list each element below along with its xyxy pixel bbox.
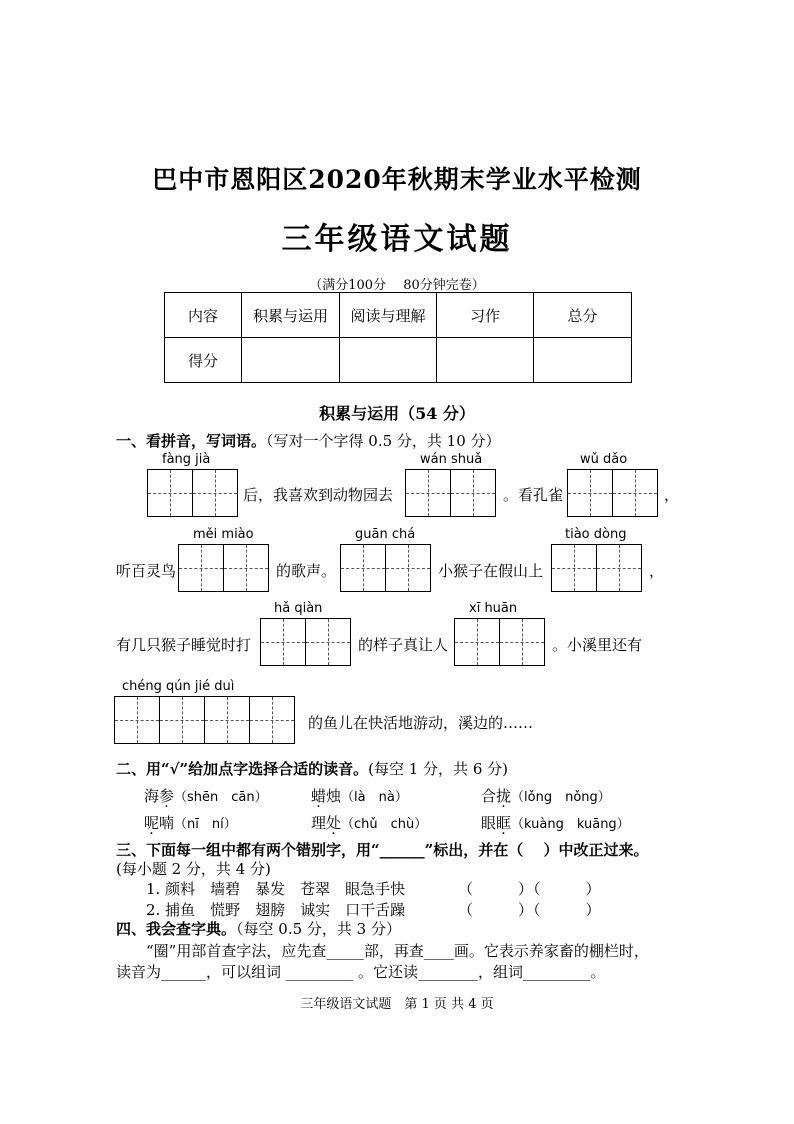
char-box-group (178, 544, 269, 592)
score-header-cell: 总分 (534, 293, 632, 338)
reading-word: 眼 (481, 814, 497, 832)
question-4-heading (116, 918, 401, 939)
answer-brackets[interactable]: （ ）（ ） (458, 880, 601, 898)
char-box[interactable] (454, 618, 500, 666)
question-3-row-2: 2. 捕鱼 慌野 翅膀 诚实 口干舌躁 (146, 901, 406, 919)
pinyin-label: fàng jià (162, 452, 211, 467)
pinyin-label: chéng qún jié duì (122, 679, 235, 694)
char-box[interactable] (596, 544, 642, 592)
question-3-row-1: 1. 颜料 墙碧 暴发 苍翠 眼急手快 (146, 880, 406, 898)
dotted-char: 参 (159, 787, 175, 805)
score-header-cell: 习作 (437, 293, 534, 338)
char-box[interactable] (450, 469, 496, 517)
score-cell[interactable] (242, 338, 340, 383)
char-box-group (551, 544, 642, 592)
reading-word: 理 (311, 814, 327, 832)
answer-brackets[interactable]: （ ）（ ） (458, 901, 601, 919)
reading-options: （kuàng kuāng） (511, 817, 630, 832)
reading-options: （lǒng nǒng） (511, 790, 611, 805)
score-table (164, 292, 632, 383)
reading-options: （nī ní） (174, 817, 237, 832)
section-title: 积累与运用（54 分） (319, 404, 475, 423)
pinyin-label: wǔ dǎo (580, 452, 628, 467)
pinyin-label: wán shuǎ (420, 452, 483, 467)
reading-word: 海 (144, 787, 160, 805)
reading-word: 合 (481, 787, 497, 805)
question-4-title: 四、我会查字典。 (116, 920, 237, 938)
reading-item[interactable] (311, 785, 408, 806)
question-1-note: （写对一个字得 0.5 分，共 10 分） (266, 432, 501, 450)
question-text: 有几只猴子睡觉时打 (116, 636, 252, 654)
pinyin-label: měi miào (193, 527, 254, 542)
question-2-note: (每空 1 分，共 6 分) (368, 760, 508, 778)
reading-word: 喃 (159, 814, 175, 832)
question-text: 的歌声。 (276, 562, 337, 580)
question-2-heading (116, 758, 508, 779)
pinyin-label: hǎ qiàn (274, 601, 323, 616)
reading-item[interactable] (144, 812, 237, 833)
char-box[interactable] (249, 696, 295, 744)
question-text: 。看孔雀 (503, 486, 564, 504)
pinyin-label: xī huān (469, 601, 518, 616)
char-box[interactable] (305, 618, 351, 666)
char-box-group (567, 469, 658, 517)
dotted-char: 呢 (144, 814, 160, 832)
reading-options: （shēn cān） (174, 790, 268, 805)
question-text: 后，我喜欢到动物园去 (243, 486, 394, 504)
exam-subject-title: 三年级语文试题 (281, 222, 513, 257)
score-cell[interactable] (340, 338, 437, 383)
reading-item[interactable] (311, 812, 427, 833)
reading-item[interactable] (144, 785, 268, 806)
question-text: 小猴子在假山上 (438, 562, 544, 580)
char-box[interactable] (612, 469, 658, 517)
question-4-line-1: “圈”用部首查字法，应先查_____部，再查____画。它表示养家畜的棚栏时， (146, 942, 649, 960)
char-box-group (147, 469, 238, 517)
score-header-cell: 内容 (165, 293, 242, 338)
char-box[interactable] (159, 696, 205, 744)
reading-options: （chǔ chù） (341, 817, 428, 832)
reading-item[interactable] (481, 812, 630, 833)
question-4-line-2: 读音为______，可以组词 _________ 。它还读________，组词_________。 (116, 963, 606, 981)
dotted-char: 拢 (496, 787, 512, 805)
question-text: ， (649, 562, 665, 580)
score-table-header-row (165, 293, 632, 338)
question-2-title: 二、用“√”给加点字选择合适的读音。 (116, 760, 369, 778)
score-header-cell: 阅读与理解 (340, 293, 437, 338)
dotted-char: 处 (326, 814, 342, 832)
question-text: 听百灵鸟 (116, 562, 177, 580)
exam-title: 巴中市恩阳区2020年秋期末学业水平检测 (152, 165, 642, 194)
char-box[interactable] (499, 618, 545, 666)
char-box-group (340, 544, 431, 592)
question-3-title (116, 839, 648, 860)
char-box[interactable] (260, 618, 306, 666)
pinyin-label: guān chá (355, 527, 416, 542)
char-box[interactable] (223, 544, 269, 592)
score-cell[interactable] (437, 338, 534, 383)
char-box[interactable] (178, 544, 224, 592)
score-row-label: 得分 (165, 338, 242, 383)
char-box-group (454, 618, 545, 666)
char-box-group (405, 469, 496, 517)
char-box-group (260, 618, 351, 666)
question-text: ， (664, 486, 680, 504)
pinyin-label: tiào dòng (565, 527, 627, 542)
reading-word: 烛 (326, 787, 342, 805)
reading-options: （là nà） (341, 790, 408, 805)
char-box[interactable] (567, 469, 613, 517)
dotted-char: 眶 (496, 814, 512, 832)
question-1-heading (116, 430, 501, 451)
score-table-score-row (165, 338, 632, 383)
score-cell[interactable] (534, 338, 632, 383)
exam-subtitle: （满分100分 80分钟完卷） (309, 278, 485, 293)
char-box-group (114, 696, 295, 744)
reading-item[interactable] (481, 785, 611, 806)
score-header-cell: 积累与运用 (242, 293, 340, 338)
page-footer: 三年级语文试题 第 1 页 共 4 页 (300, 997, 494, 1012)
question-text: 的样子真让人 (358, 636, 449, 654)
char-box[interactable] (551, 544, 597, 592)
dotted-char: 蜡 (311, 787, 327, 805)
question-4-note: （每空 0.5 分，共 3 分） (236, 920, 401, 938)
question-3-note: (每小题 2 分，共 4 分) (116, 860, 271, 878)
question-text: 的鱼儿在快活地游动，溪边的…… (308, 714, 534, 732)
char-box[interactable] (147, 469, 193, 517)
char-box[interactable] (114, 696, 160, 744)
char-box[interactable] (405, 469, 451, 517)
char-box[interactable] (204, 696, 250, 744)
question-1-title: 一、看拼音，写词语。 (116, 432, 267, 450)
question-3-title-text: 三、下面每一组中都有两个错别字，用“______”标出，并在（ ）中改正过来。 (116, 841, 649, 859)
char-box[interactable] (192, 469, 238, 517)
question-text: 。小溪里还有 (552, 636, 643, 654)
char-box[interactable] (385, 544, 431, 592)
char-box[interactable] (340, 544, 386, 592)
